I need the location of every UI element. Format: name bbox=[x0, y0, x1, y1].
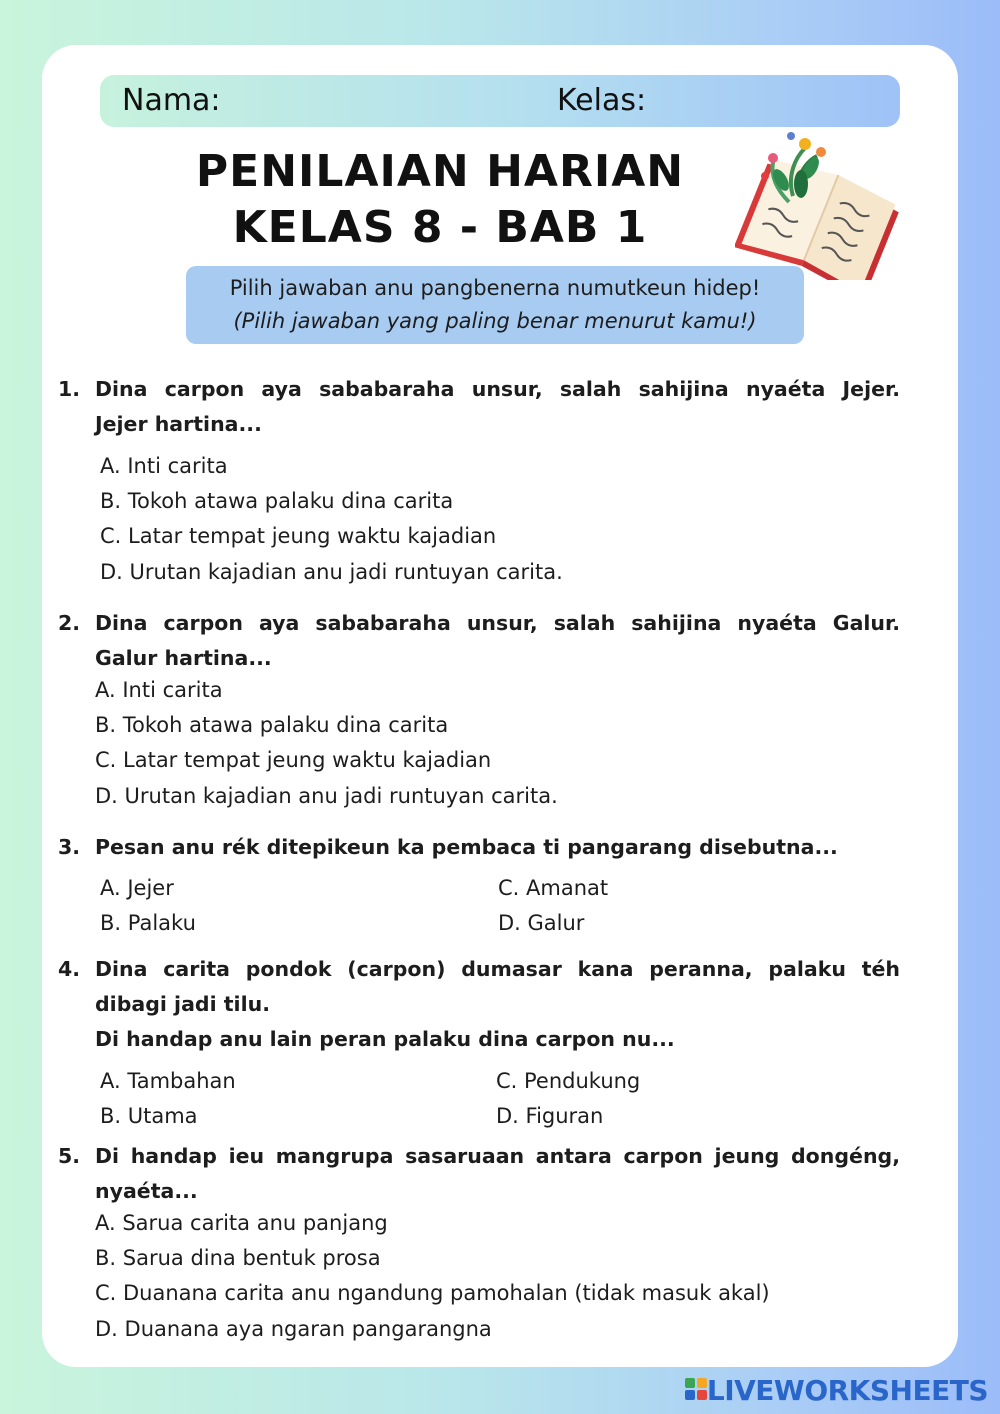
question-text: Dina carita pondok (carpon) dumasar kana peranna, palaku téh bbox=[95, 957, 900, 981]
question-number: 2. bbox=[58, 611, 81, 635]
q5-option-b[interactable]: B. Sarua dina bentuk prosa bbox=[95, 1246, 381, 1270]
q1-option-b[interactable]: B. Tokoh atawa palaku dina carita bbox=[100, 489, 454, 513]
question-number: 3. bbox=[58, 835, 81, 859]
liveworksheets-logo bbox=[685, 1372, 988, 1408]
q3-option-a[interactable]: A. Jejer bbox=[100, 876, 174, 900]
q2-option-c[interactable]: C. Latar tempat jeung waktu kajadian bbox=[95, 748, 492, 772]
q3-option-b[interactable]: B. Palaku bbox=[100, 911, 196, 935]
question-text: Dina carpon aya sababaraha unsur, salah sahijina nyaéta Galur. bbox=[95, 611, 900, 635]
q4-option-a[interactable]: A. Tambahan bbox=[100, 1069, 236, 1093]
question-text: Pesan anu rék ditepikeun ka pembaca ti pangarang disebutna... bbox=[95, 835, 838, 859]
q1-option-a[interactable]: A. Inti carita bbox=[100, 454, 228, 478]
q4-option-d[interactable]: D. Figuran bbox=[496, 1104, 604, 1128]
question-text: Jejer hartina... bbox=[95, 412, 262, 436]
question-text: Di handap ieu mangrupa sasaruaan antara carpon jeung dongéng, bbox=[95, 1144, 900, 1168]
question-number: 5. bbox=[58, 1144, 81, 1168]
brand-name: LIVEWORKSHEETS bbox=[706, 1373, 988, 1407]
q4-option-c[interactable]: C. Pendukung bbox=[496, 1069, 641, 1093]
q5-option-d[interactable]: D. Duanana aya ngaran pangarangna bbox=[95, 1317, 492, 1341]
question-3 bbox=[58, 830, 900, 865]
q4-option-b[interactable]: B. Utama bbox=[100, 1104, 198, 1128]
q2-option-b[interactable]: B. Tokoh atawa palaku dina carita bbox=[95, 713, 449, 737]
class-label: Kelas: bbox=[557, 83, 647, 118]
liveworksheets-icon bbox=[685, 1378, 707, 1402]
q1-option-d[interactable]: D. Urutan kajadian anu jadi runtuyan carita. bbox=[100, 560, 563, 584]
question-text: dibagi jadi tilu. bbox=[95, 992, 270, 1016]
question-4 bbox=[58, 952, 900, 1057]
question-number: 4. bbox=[58, 957, 81, 981]
open-book-illustration bbox=[735, 118, 910, 280]
question-text: Di handap anu lain peran palaku dina carpon nu... bbox=[95, 1027, 675, 1051]
q3-option-c[interactable]: C. Amanat bbox=[498, 876, 609, 900]
q3-option-d[interactable]: D. Galur bbox=[498, 911, 585, 935]
question-text: Galur hartina... bbox=[95, 646, 272, 670]
name-label: Nama: bbox=[122, 83, 221, 118]
question-text: Dina carpon aya sababaraha unsur, salah sahijina nyaéta Jejer. bbox=[95, 377, 900, 401]
instructions-indonesian: (Pilih jawaban yang paling benar menurut kamu!) bbox=[233, 309, 757, 333]
q2-option-d[interactable]: D. Urutan kajadian anu jadi runtuyan carita. bbox=[95, 784, 558, 808]
q5-option-a[interactable]: A. Sarua carita anu panjang bbox=[95, 1211, 388, 1235]
question-2 bbox=[58, 606, 900, 676]
instructions-sundanese: Pilih jawaban anu pangbenerna numutkeun hidep! bbox=[229, 276, 761, 300]
question-5 bbox=[58, 1139, 900, 1209]
page-title: PENILAIAN HARIAN bbox=[195, 146, 685, 197]
q2-option-a[interactable]: A. Inti carita bbox=[95, 678, 223, 702]
instructions-box bbox=[186, 266, 804, 344]
question-1 bbox=[58, 372, 900, 442]
question-text: nyaéta... bbox=[95, 1179, 198, 1203]
q1-option-c[interactable]: C. Latar tempat jeung waktu kajadian bbox=[100, 524, 497, 548]
q5-option-c[interactable]: C. Duanana carita anu ngandung pamohalan (tidak masuk akal) bbox=[95, 1281, 770, 1305]
page-subtitle: KELAS 8 - BAB 1 bbox=[232, 202, 648, 253]
question-number: 1. bbox=[58, 377, 81, 401]
